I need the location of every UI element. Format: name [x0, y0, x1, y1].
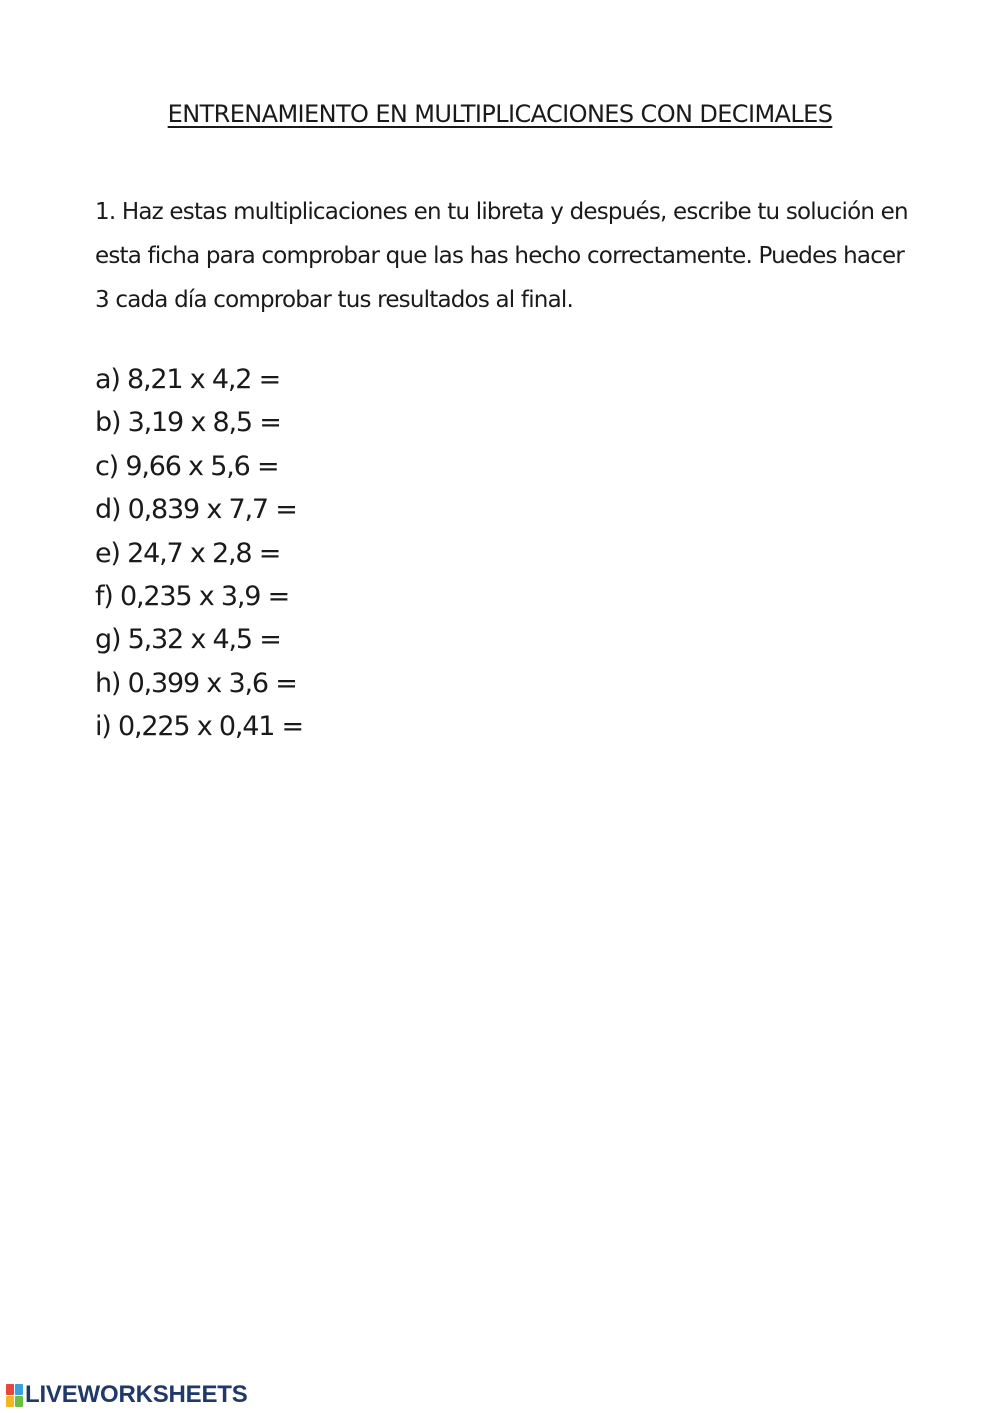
logo-block-green	[15, 1396, 23, 1407]
instructions-text: 1. Haz estas multiplicaciones en tu libreta y después, escribe tu solución en esta ficha para comprobar que las has hecho correctamente. Puedes hacer 3 cada día comprobar tus resultados al final.	[95, 199, 908, 313]
logo-block-red	[6, 1384, 14, 1395]
exercise-list	[95, 358, 303, 749]
exercise-e: e) 24,7 x 2,8 =	[95, 537, 281, 569]
liveworksheets-logo	[6, 1381, 248, 1409]
exercise-g: g) 5,32 x 4,5 =	[95, 624, 281, 656]
exercise-b: b) 3,19 x 8,5 =	[95, 407, 281, 439]
exercise-d: d) 0,839 x 7,7 =	[95, 494, 297, 526]
logo-blocks-icon	[6, 1384, 23, 1407]
exercise-c: c) 9,66 x 5,6 =	[95, 450, 279, 482]
exercise-a: a) 8,21 x 4,2 =	[95, 364, 281, 395]
logo-block-blue	[15, 1384, 23, 1395]
exercise-i: i) 0,225 x 0,41 =	[95, 711, 303, 743]
logo-block-yellow	[6, 1396, 14, 1407]
exercise-h: h) 0,399 x 3,6 =	[95, 667, 297, 699]
logo-text: LIVEWORKSHEETS	[25, 1381, 248, 1408]
exercise-f: f) 0,235 x 3,9 =	[95, 581, 290, 613]
worksheet-title: ENTRENAMIENTO EN MULTIPLICACIONES CON DECIMALES	[167, 100, 833, 128]
